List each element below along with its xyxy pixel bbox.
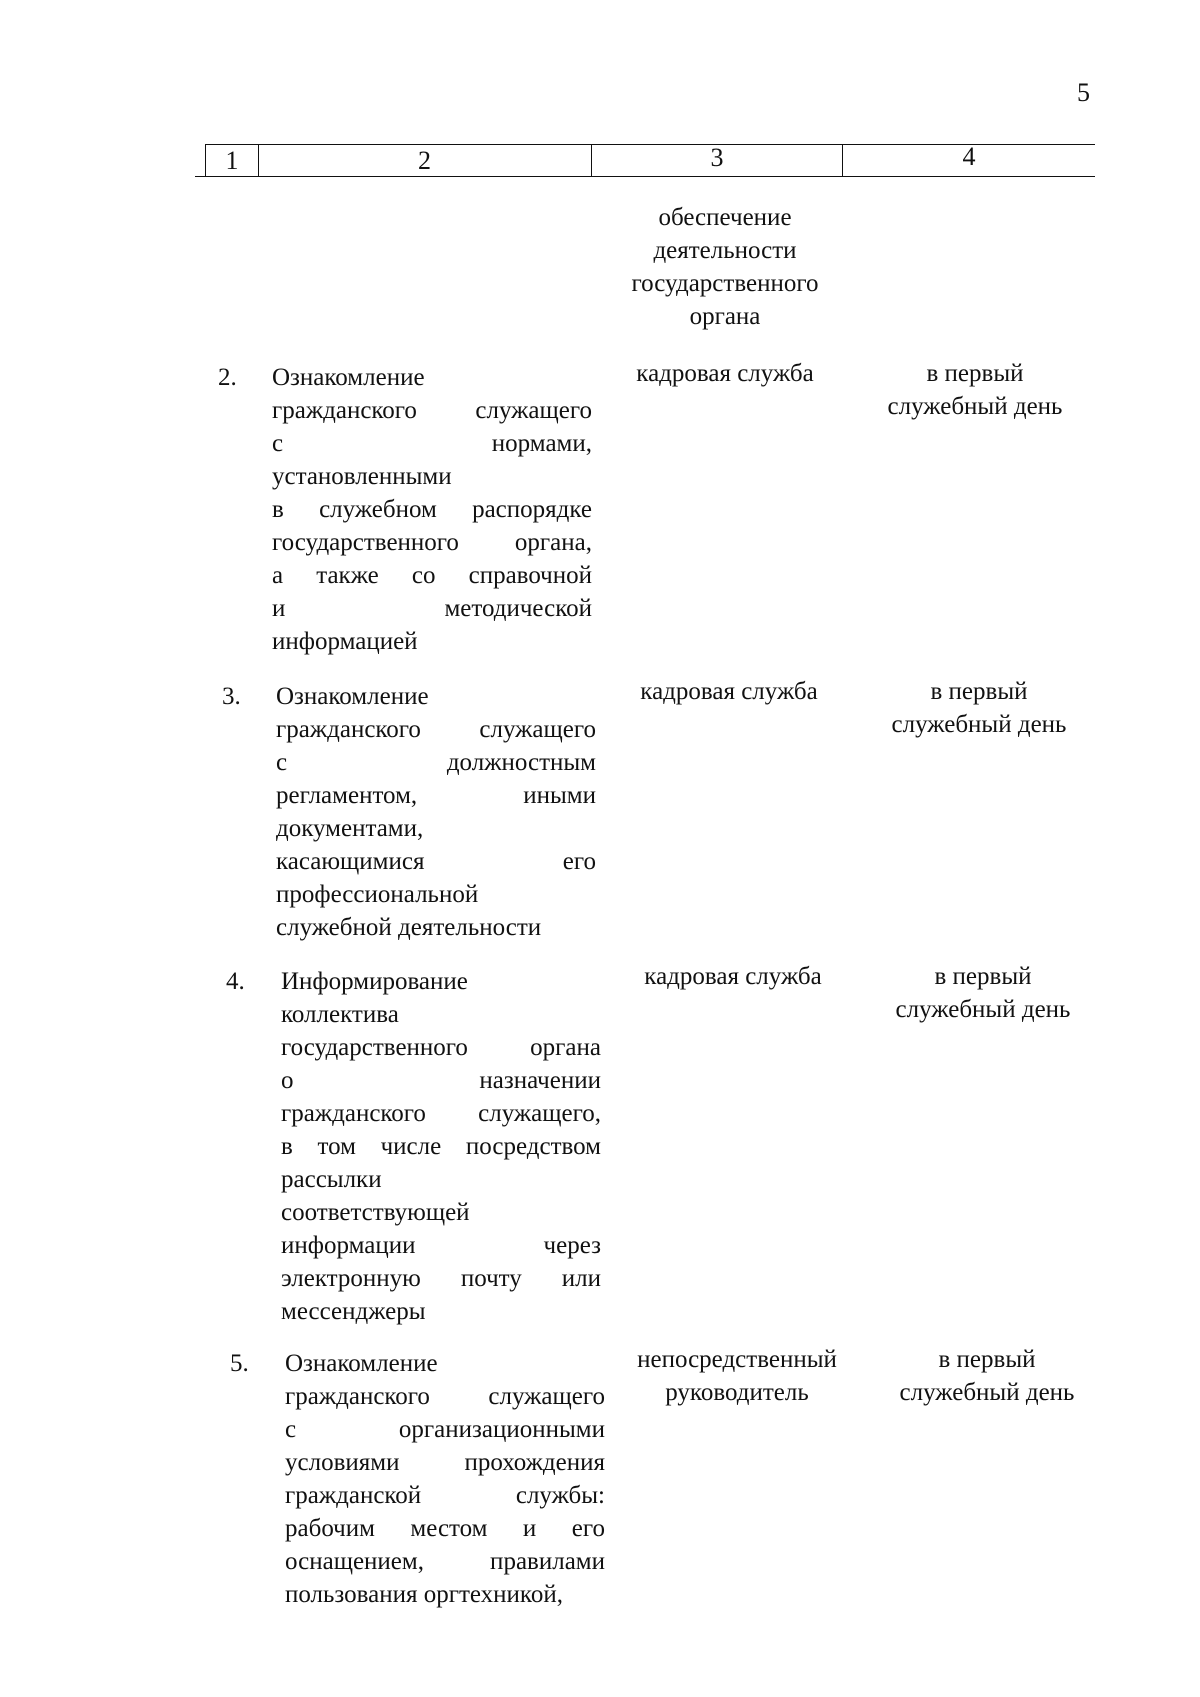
description-line: с нормами,: [272, 430, 592, 457]
description-line: гражданского служащего: [272, 397, 592, 424]
header-col-1: 1: [205, 144, 259, 176]
description-line: в служебном распорядке: [272, 496, 592, 523]
table-header-row: [195, 144, 1095, 176]
deadline-line: в первый: [934, 963, 1032, 990]
description-line: Ознакомление: [272, 364, 425, 391]
row-responsible: [614, 675, 844, 708]
deadline-line: служебный день: [895, 996, 1071, 1023]
description-line: документами,: [276, 815, 424, 842]
row-number: 2.: [218, 364, 237, 391]
header-col-3: 3: [592, 144, 843, 176]
description-line: установленными: [272, 463, 452, 490]
row-number: 4.: [226, 968, 245, 995]
header-col-2: 2: [258, 144, 592, 176]
description-line: соответствующей: [281, 1199, 470, 1226]
description-line: служебной деятельности: [276, 914, 542, 941]
continuation-cell-col-3: [600, 201, 850, 333]
description-line: с организационными: [285, 1416, 605, 1443]
deadline-line: в первый: [930, 678, 1028, 705]
responsible-line: кадровая служба: [640, 678, 818, 705]
row-description: [281, 965, 601, 1328]
description-line: регламентом, иными: [276, 782, 596, 809]
deadline-line: в первый: [938, 1346, 1036, 1373]
row-number: 3.: [222, 683, 241, 710]
description-line: профессиональной: [276, 881, 479, 908]
description-line: Информирование: [281, 968, 468, 995]
row-number: 5.: [230, 1350, 249, 1377]
deadline-line: служебный день: [891, 711, 1067, 738]
description-line: электронную почту или: [281, 1265, 601, 1292]
description-line: гражданского служащего,: [281, 1100, 601, 1127]
row-deadline: [872, 1343, 1102, 1409]
description-line: и методической: [272, 595, 592, 622]
description-line: Ознакомление: [285, 1350, 438, 1377]
deadline-line: в первый: [926, 360, 1024, 387]
header-bottom-rule: [195, 176, 1095, 177]
responsible-line: непосредственный: [637, 1346, 837, 1373]
continuation-line: государственного: [631, 270, 819, 297]
row-deadline: [860, 357, 1090, 423]
description-line: информацией: [272, 628, 418, 655]
row-responsible: [618, 960, 848, 993]
row-deadline: [868, 960, 1098, 1026]
row-responsible: [622, 1343, 852, 1409]
description-line: оснащением, правилами: [285, 1548, 605, 1575]
description-line: Ознакомление: [276, 683, 429, 710]
continuation-line: обеспечение: [658, 204, 792, 231]
deadline-line: служебный день: [899, 1379, 1075, 1406]
description-line: а также со справочной: [272, 562, 592, 589]
responsible-line: кадровая служба: [644, 963, 822, 990]
description-line: информации через: [281, 1232, 601, 1259]
responsible-line: руководитель: [665, 1379, 809, 1406]
responsible-line: кадровая служба: [636, 360, 814, 387]
row-description: [276, 680, 596, 944]
description-line: касающимися его: [276, 848, 596, 875]
description-line: о назначении: [281, 1067, 601, 1094]
description-line: гражданского служащего: [285, 1383, 605, 1410]
description-line: с должностным: [276, 749, 596, 776]
row-deadline: [864, 675, 1094, 741]
description-line: государственного органа: [281, 1034, 601, 1061]
deadline-line: служебный день: [887, 393, 1063, 420]
description-line: рассылки: [281, 1166, 382, 1193]
description-line: мессенджеры: [281, 1298, 426, 1325]
description-line: гражданского служащего: [276, 716, 596, 743]
row-responsible: [610, 357, 840, 390]
row-description: [272, 361, 592, 658]
continuation-line: органа: [689, 303, 761, 330]
row-description: [285, 1347, 605, 1611]
header-col-4: 4: [962, 142, 976, 171]
description-line: пользования оргтехникой,: [285, 1581, 563, 1608]
description-line: в том числе посредством: [281, 1133, 601, 1160]
description-line: государственного органа,: [272, 529, 592, 556]
continuation-line: деятельности: [653, 237, 797, 264]
page-number: 5: [1077, 78, 1090, 107]
description-line: рабочим местом и его: [285, 1515, 605, 1542]
description-line: условиями прохождения: [285, 1449, 605, 1476]
description-line: гражданской службы:: [285, 1482, 605, 1509]
description-line: коллектива: [281, 1001, 399, 1028]
